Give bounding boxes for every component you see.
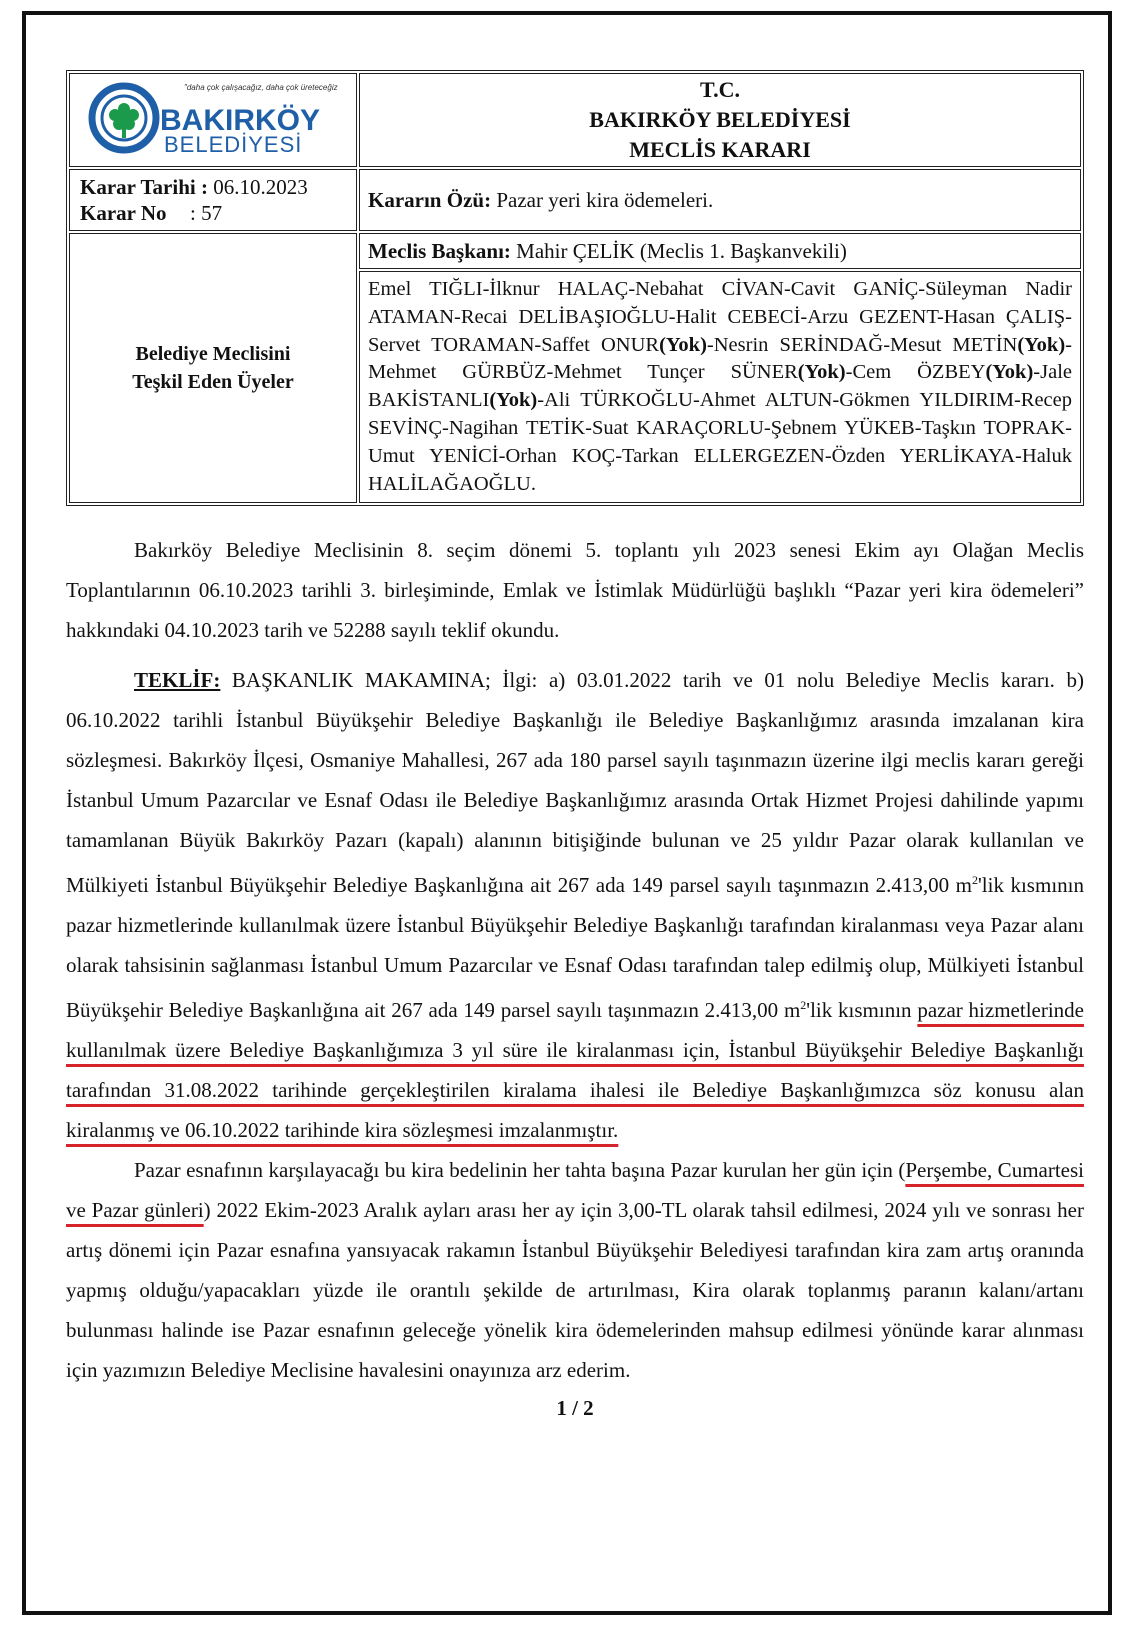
rent-paragraph — [66, 1150, 1084, 1390]
members-text-3: -Mehmet GÜRBÜZ-Mehmet Tunçer SÜNER — [368, 333, 1072, 384]
council-president — [359, 233, 1081, 269]
absent-mark: (Yok) — [1017, 333, 1066, 356]
superscript: 2 — [800, 998, 807, 1013]
members-text-1: Emel TIĞLI-İlknur HALAÇ-Nebahat CİVAN-Cavit GANİÇ-Süleyman Nadir ATAMAN-Recai DELİBAŞIOĞLU-Halit CEBECİ-Arzu GEZENT-Hasan ÇALIŞ-Servet TORAMAN-Saffet ONUR — [368, 278, 1072, 356]
council-members-list — [359, 271, 1081, 503]
absent-mark: (Yok) — [797, 361, 846, 384]
summary-label: Kararın Özü: — [368, 187, 492, 212]
page-number: 1 / 2 — [556, 1396, 594, 1421]
rent-text-a: Pazar esnafının karşılayacağı bu kira bedelinin her tahta başına Pazar kurulan her gün için ( — [134, 1158, 906, 1183]
decision-no-label: Karar No — [80, 201, 167, 225]
decision-date-label: Karar Tarihi : — [80, 175, 208, 199]
council-label-2: Teşkil Eden Üyeler — [132, 371, 294, 394]
highlighted-days: Perşembe, Cumartesi ve Pazar günleri — [66, 1158, 1085, 1223]
teklif-heading: TEKLİF: — [134, 668, 221, 693]
header-title — [359, 73, 1081, 167]
absent-mark: (Yok) — [985, 361, 1034, 384]
members-text-2: -Nesrin SERİNDAĞ-Mesut METİN — [706, 333, 1018, 356]
decision-date: 06.10.2023 — [213, 175, 308, 199]
intro-paragraph: Bakırköy Belediye Meclisinin 8. seçim dönemi 5. toplantı yılı 2023 senesi Ekim ayı Olağan Meclis Toplantılarının 06.10.2023 tarihli 3. birleşiminde, Emlak ve İstimlak Müdürlüğü başlıklı “Pazar yeri kira ödemeleri” hakkındaki 04.10.2023 tarih ve 52288 sayılı teklif okundu. — [66, 538, 1084, 643]
document-page — [66, 70, 1084, 1421]
summary-value: Pazar yeri kira ödemeleri. — [496, 187, 714, 212]
svg-text:"daha çok çalışacağız, daha ço: "daha çok çalışacağız, daha çok üreteceğiz..." — [184, 82, 338, 92]
header-table — [66, 70, 1084, 506]
bakirkoy-logo — [88, 76, 338, 160]
president-name: Mahir ÇELİK (Meclis 1. Başkanvekili) — [516, 238, 847, 263]
teklif-text-a: BAŞKANLIK MAKAMINA; İlgi: a) 03.01.2022 tarih ve 01 nolu Belediye Meclis kararı. b) 06.10.2022 tarihli İstanbul Büyükşehir Belediye Başkanlığı ile Belediye Başkanlığımız arasında imzalanan kira sözleşmesi. Bakırköy İlçesi, Osmaniye Mahallesi, 267 ada 180 parsel sayılı taşınmazın üzerine ilgi meclis kararı gereği İstanbul Umum Pazarcılar ve Esnaf Odası ile Belediye Başkanlığımız arasında Ortak Hizmet Projesi dahilinde yapımı tamamlanan Büyük Bakırköy Pazarı (kapalı) alanının bitişiğinde bulunan ve 25 yıldır Pazar olarak kullanılan ve Mülkiyeti İstanbul Büyükşehir Belediye Başkanlığına ait 267 ada 149 parsel sayılı taşınmazın 2.413,00 m — [66, 668, 1084, 898]
absent-mark: (Yok) — [489, 389, 538, 412]
members-text-5: -Jale BAKİSTANLI — [368, 361, 1072, 412]
decision-no: : 57 — [190, 201, 223, 225]
highlighted-text: pazar hizmetlerinde kullanılmak üzere Belediye Başkanlığımıza 3 yıl süre ile kiralanması için, İstanbul Büyükşehir Belediye Başkanlığı tarafından 31.08.2022 tarihinde gerçekleştirilen kiralama ihalesi ile Belediye Başkanlığımızca söz konusu alan kiralanmış ve 06.10.2022 tarihinde kira sözleşmesi imzalanmıştır. — [66, 998, 1084, 1143]
teklif-text-c: 'lik kısmının — [806, 998, 918, 1023]
teklif-text-b: 'lik kısmının pazar hizmetlerinde kullanılmak üzere İstanbul Büyükşehir Belediye Başkanlığı tarafından kiralanması veya Pazar alanı olarak tahsisinin sağlanması İstanbul Umum Pazarcılar ve Esnaf Odası tarafından talep edilmiş olup, Mülkiyeti İstanbul Büyükşehir Belediye Başkanlığına ait 267 ada 149 parsel sayılı taşınmazın 2.413,00 m — [66, 873, 1084, 1023]
rent-text-b: ) 2022 Ekim-2023 Aralık ayları arası her ay için 3,00-TL olarak tahsil edilmesi, 2024 yılı ve sonrası her artış dönemi için Pazar esnafına yansıyacak rakamın İstanbul Büyükşehir Belediyesi tarafından kira zam artış oranında yapmış olduğu/yapacakları yüzde ile orantılı şekilde de artırılması, Kira olarak toplanmış paranın kalanı/artanı bulunması halinde ise Pazar esnafının geleceğe yönelik kira ödemelerinden mahsup edilmesi yönünde karar alınması için yazımızın Belediye Meclisine havalesini onayınıza arz ederim. — [66, 1198, 1084, 1383]
header-doc-type: MECLİS KARARI — [629, 137, 811, 162]
svg-text:BELEDİYESİ: BELEDİYESİ — [164, 131, 303, 157]
council-members-label — [69, 233, 357, 503]
council-label-1: Belediye Meclisini — [135, 343, 291, 366]
members-text-6: -Ali TÜRKOĞLU-Ahmet ALTUN-Gökmen YILDIRIM-Recep SEVİNÇ-Nagihan TETİK-Suat KARAÇORLU-Şebnem YÜKEB-Taşkın TOPRAK-Umut YENİCİ-Orhan KOÇ-Tarkan ELLERGEZEN-Özden YERLİKAYA-Haluk HALİLAĞAOĞLU. — [368, 389, 1072, 495]
superscript: 2 — [972, 873, 978, 888]
svg-text:BAKIRKÖY: BAKIRKÖY — [160, 103, 321, 137]
absent-mark: (Yok) — [659, 333, 707, 356]
header-tc: T.C. — [700, 77, 740, 102]
header-org: BAKIRKÖY BELEDİYESİ — [589, 107, 851, 132]
teklif-paragraph — [66, 660, 1084, 1150]
members-text-4: -Cem ÖZBEY — [845, 361, 986, 384]
decision-summary — [359, 169, 1081, 231]
decision-meta — [69, 169, 357, 231]
logo-cell — [69, 73, 357, 167]
president-label: Meclis Başkanı: — [368, 238, 511, 263]
